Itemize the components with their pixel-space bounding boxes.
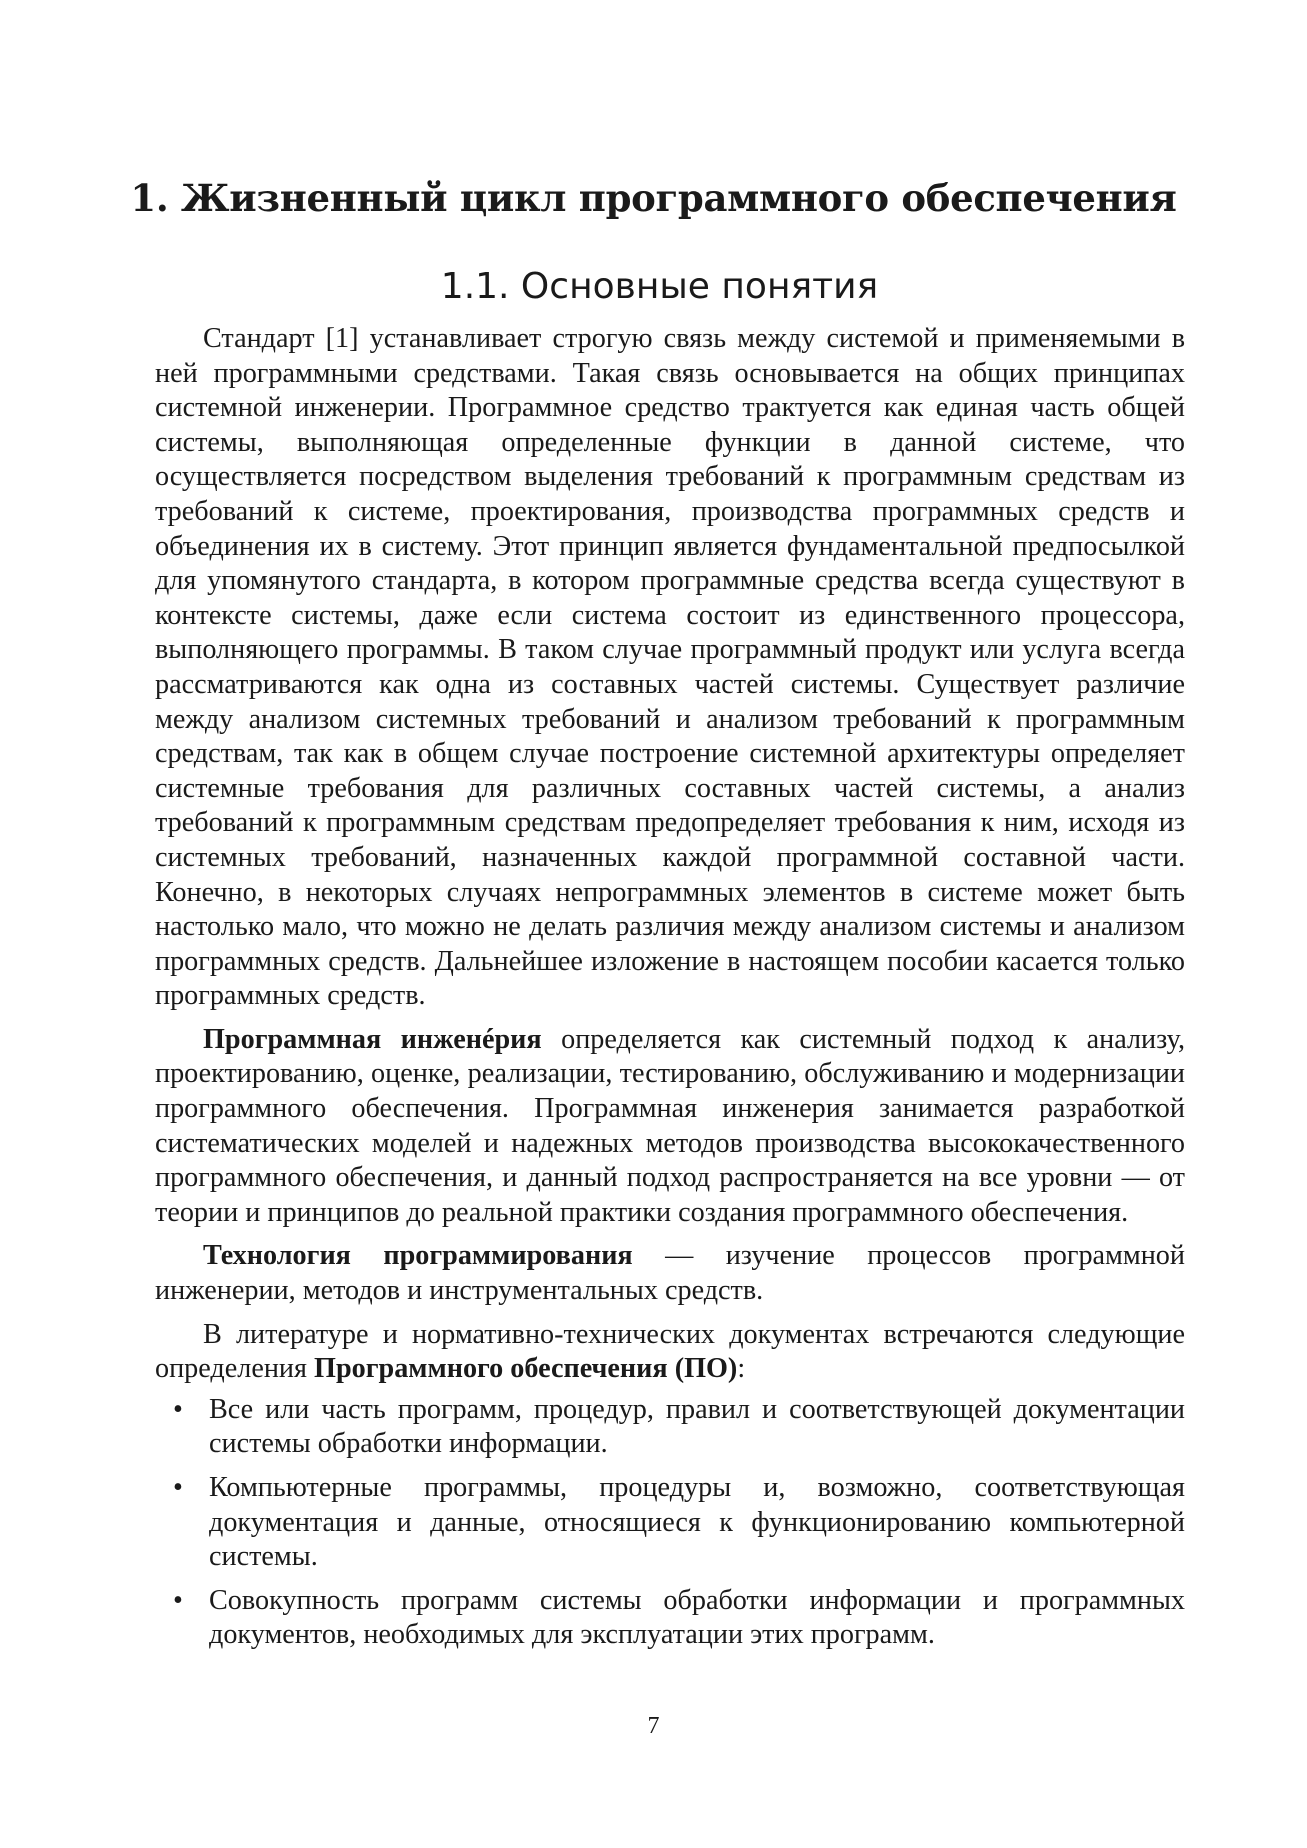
list-item-text: Все или часть программ, процедур, правил и соответствующей документации системы обработки информации.: [209, 1393, 1185, 1460]
paragraph-standard: Стандарт [1] устанавливает строгую связь между системой и применяемыми в ней программными средствами. Такая связь основывается на общих принципах системной инженерии. Программное средство трактуется как единая часть общей системы, выполняющая определенные функции в данной системе, что осуществляется посредством выделения требований к программным средствам из требований к системе, проектирования, производства программных средств и объединения их в систему. Этот принцип является фундаментальной предпосылкой для упомянутого стандарта, в котором программные средства всегда существуют в контексте системы, даже если система состоит из единственного процессора, выполняющего программы. В таком случае программный продукт или услуга всегда рассматриваются как одна из составных частей системы. Существует различие между анализом системных требований и анализом требований к программным средствам, так как в общем случае построение системной архитектуры определяет системные требования для различных составных частей системы, а анализ требований к программным средствам предопределяет требования к ним, исходя из системных требований, назначенных каждой программной составной части. Конечно, в некоторых случаях непрограммных элементов в системе может быть настолько мало, что можно не делать различия между анализом системы и анализом программных средств. Дальнейшее изложение в настоящем пособии касается только программных средств.: [155, 323, 1185, 1012]
list-item-text: Компьютерные программы, процедуры и, возможно, соответствующая документация и данные, относящиеся к функционированию компьютерной системы.: [209, 1472, 1185, 1573]
bullet-icon: •: [173, 1472, 183, 1503]
term-programming-technology: Технология программирования: [203, 1240, 633, 1272]
definitions-list: [155, 1393, 1185, 1653]
term-software: Программного обеспечения (ПО): [314, 1353, 738, 1385]
intro-text: В литературе и нормативно-технических документах встречаются следующие определения: [155, 1318, 1185, 1385]
list-item: [155, 1584, 1185, 1653]
intro-colon: :: [737, 1353, 746, 1385]
definition-programming-technology: — изучение процессов программной инженерии, методов и инструментальных средств.: [155, 1240, 1185, 1307]
chapter-title: 1. Жизненный цикл программного обеспечения: [130, 176, 1177, 220]
bullet-icon: •: [173, 1584, 183, 1616]
paragraph-programming-technology: [155, 1239, 1185, 1308]
list-item-text: Совокупность программ системы обработки информации и программных документов, необходимых для эксплуатации этих программ.: [209, 1584, 1185, 1651]
body-text: [155, 322, 1185, 1662]
page-number: 7: [647, 1713, 660, 1739]
bullet-icon: •: [173, 1393, 183, 1425]
paragraph-software-definitions-intro: [155, 1318, 1185, 1387]
list-item: [155, 1393, 1185, 1462]
term-software-engineering: Программная инженéрия: [203, 1023, 542, 1055]
definition-software-engineering: определяется как системный подход к анализу, проектированию, оценке, реализации, тестированию, обслуживанию и модернизации программного обеспечения. Программная инженерия занимается разработкой систематических моделей и надежных методов производства высококачественного программного обеспечения, и данный подход распространяется на все уровни — от теории и принципов до реальной практики создания программного обеспечения.: [155, 1023, 1185, 1228]
section-title: 1.1. Основные понятия: [440, 266, 879, 307]
list-item: [155, 1471, 1185, 1575]
paragraph-software-engineering: [155, 1023, 1185, 1231]
